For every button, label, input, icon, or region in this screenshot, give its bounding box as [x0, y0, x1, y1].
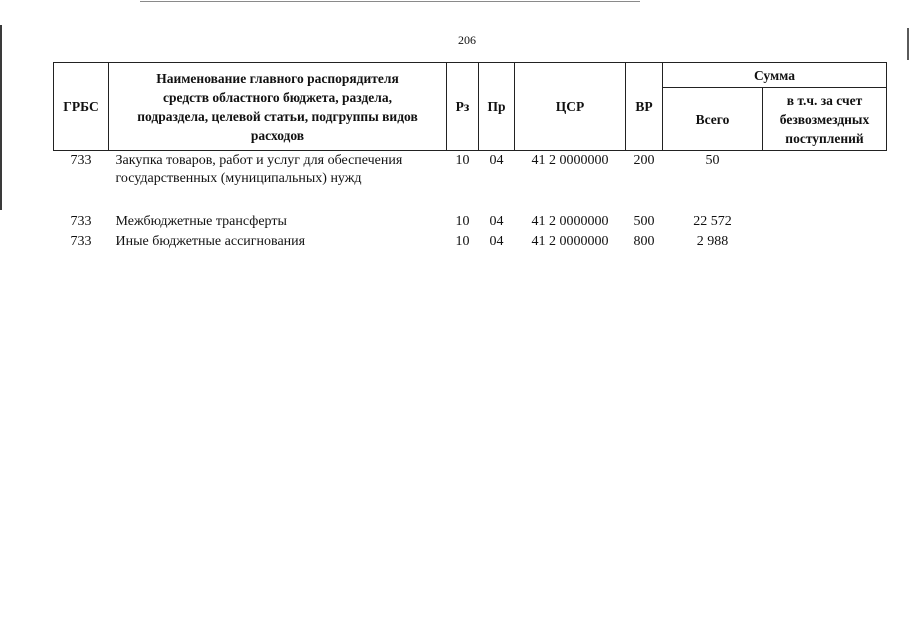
scan-edge-mark-top — [140, 1, 640, 2]
cell-vsego: 50 — [705, 153, 720, 168]
header-name-line: Наименование главного распорядителя — [156, 70, 399, 86]
cell-pr: 04 — [489, 153, 504, 168]
header-rz: Рз — [447, 63, 479, 151]
header-name-line: расходов — [250, 127, 305, 143]
table-row — [54, 151, 887, 212]
cell-csr: 41 2 0000000 — [531, 153, 609, 168]
cell-rz: 10 — [455, 153, 470, 168]
header-name-line: средств областного бюджета, раздела, — [163, 89, 392, 105]
cell-csr: 41 2 0000000 — [531, 213, 609, 229]
table-row — [54, 212, 887, 232]
header-row-top — [54, 63, 887, 88]
cell-incl — [763, 232, 887, 252]
header-vsego: Всего — [663, 88, 763, 151]
scan-edge-mark-left — [0, 25, 2, 210]
cell-pr: 04 — [489, 213, 504, 229]
cell-vr: 800 — [633, 233, 655, 249]
cell-vr: 200 — [633, 153, 655, 168]
header-incl-line: в т.ч. за счет — [786, 92, 863, 108]
cell-name-line: государственных (муниципальных) нужд — [115, 171, 362, 186]
header-summa: Сумма — [663, 63, 887, 88]
header-grbs: ГРБС — [54, 63, 109, 151]
cell-grbs: 733 — [70, 153, 92, 168]
cell-incl — [763, 212, 887, 232]
table-body — [54, 151, 887, 252]
cell-name — [109, 212, 447, 232]
cell-name — [109, 151, 447, 212]
cell-name-line: Межбюджетные трансферты — [115, 213, 287, 229]
cell-name-line: Закупка товаров, работ и услуг для обеспечения — [115, 153, 403, 168]
scan-edge-mark-right — [907, 28, 909, 60]
header-incl-line: безвозмездных — [779, 111, 870, 127]
page-number: 206 — [458, 33, 476, 47]
cell-name — [109, 232, 447, 252]
header-name-line: подраздела, целевой статьи, подгруппы видов — [137, 108, 418, 124]
header-incl-line: поступлений — [785, 130, 864, 146]
header-pr: Пр — [479, 63, 515, 151]
cell-vsego: 22 572 — [693, 213, 732, 229]
cell-rz: 10 — [455, 233, 470, 249]
cell-vr: 500 — [633, 213, 655, 229]
cell-grbs: 733 — [70, 213, 92, 229]
cell-pr: 04 — [489, 233, 504, 249]
cell-grbs: 733 — [70, 233, 92, 249]
header-incl — [763, 88, 887, 151]
cell-vsego: 2 988 — [696, 233, 729, 249]
header-csr: ЦСР — [515, 63, 626, 151]
budget-table — [53, 62, 887, 252]
header-name — [109, 63, 447, 151]
cell-incl — [763, 151, 887, 212]
table-header — [54, 63, 887, 151]
table-row — [54, 232, 887, 252]
cell-rz: 10 — [455, 213, 470, 229]
cell-name-line: Иные бюджетные ассигнования — [115, 233, 306, 249]
header-vr: ВР — [626, 63, 663, 151]
cell-csr: 41 2 0000000 — [531, 233, 609, 249]
